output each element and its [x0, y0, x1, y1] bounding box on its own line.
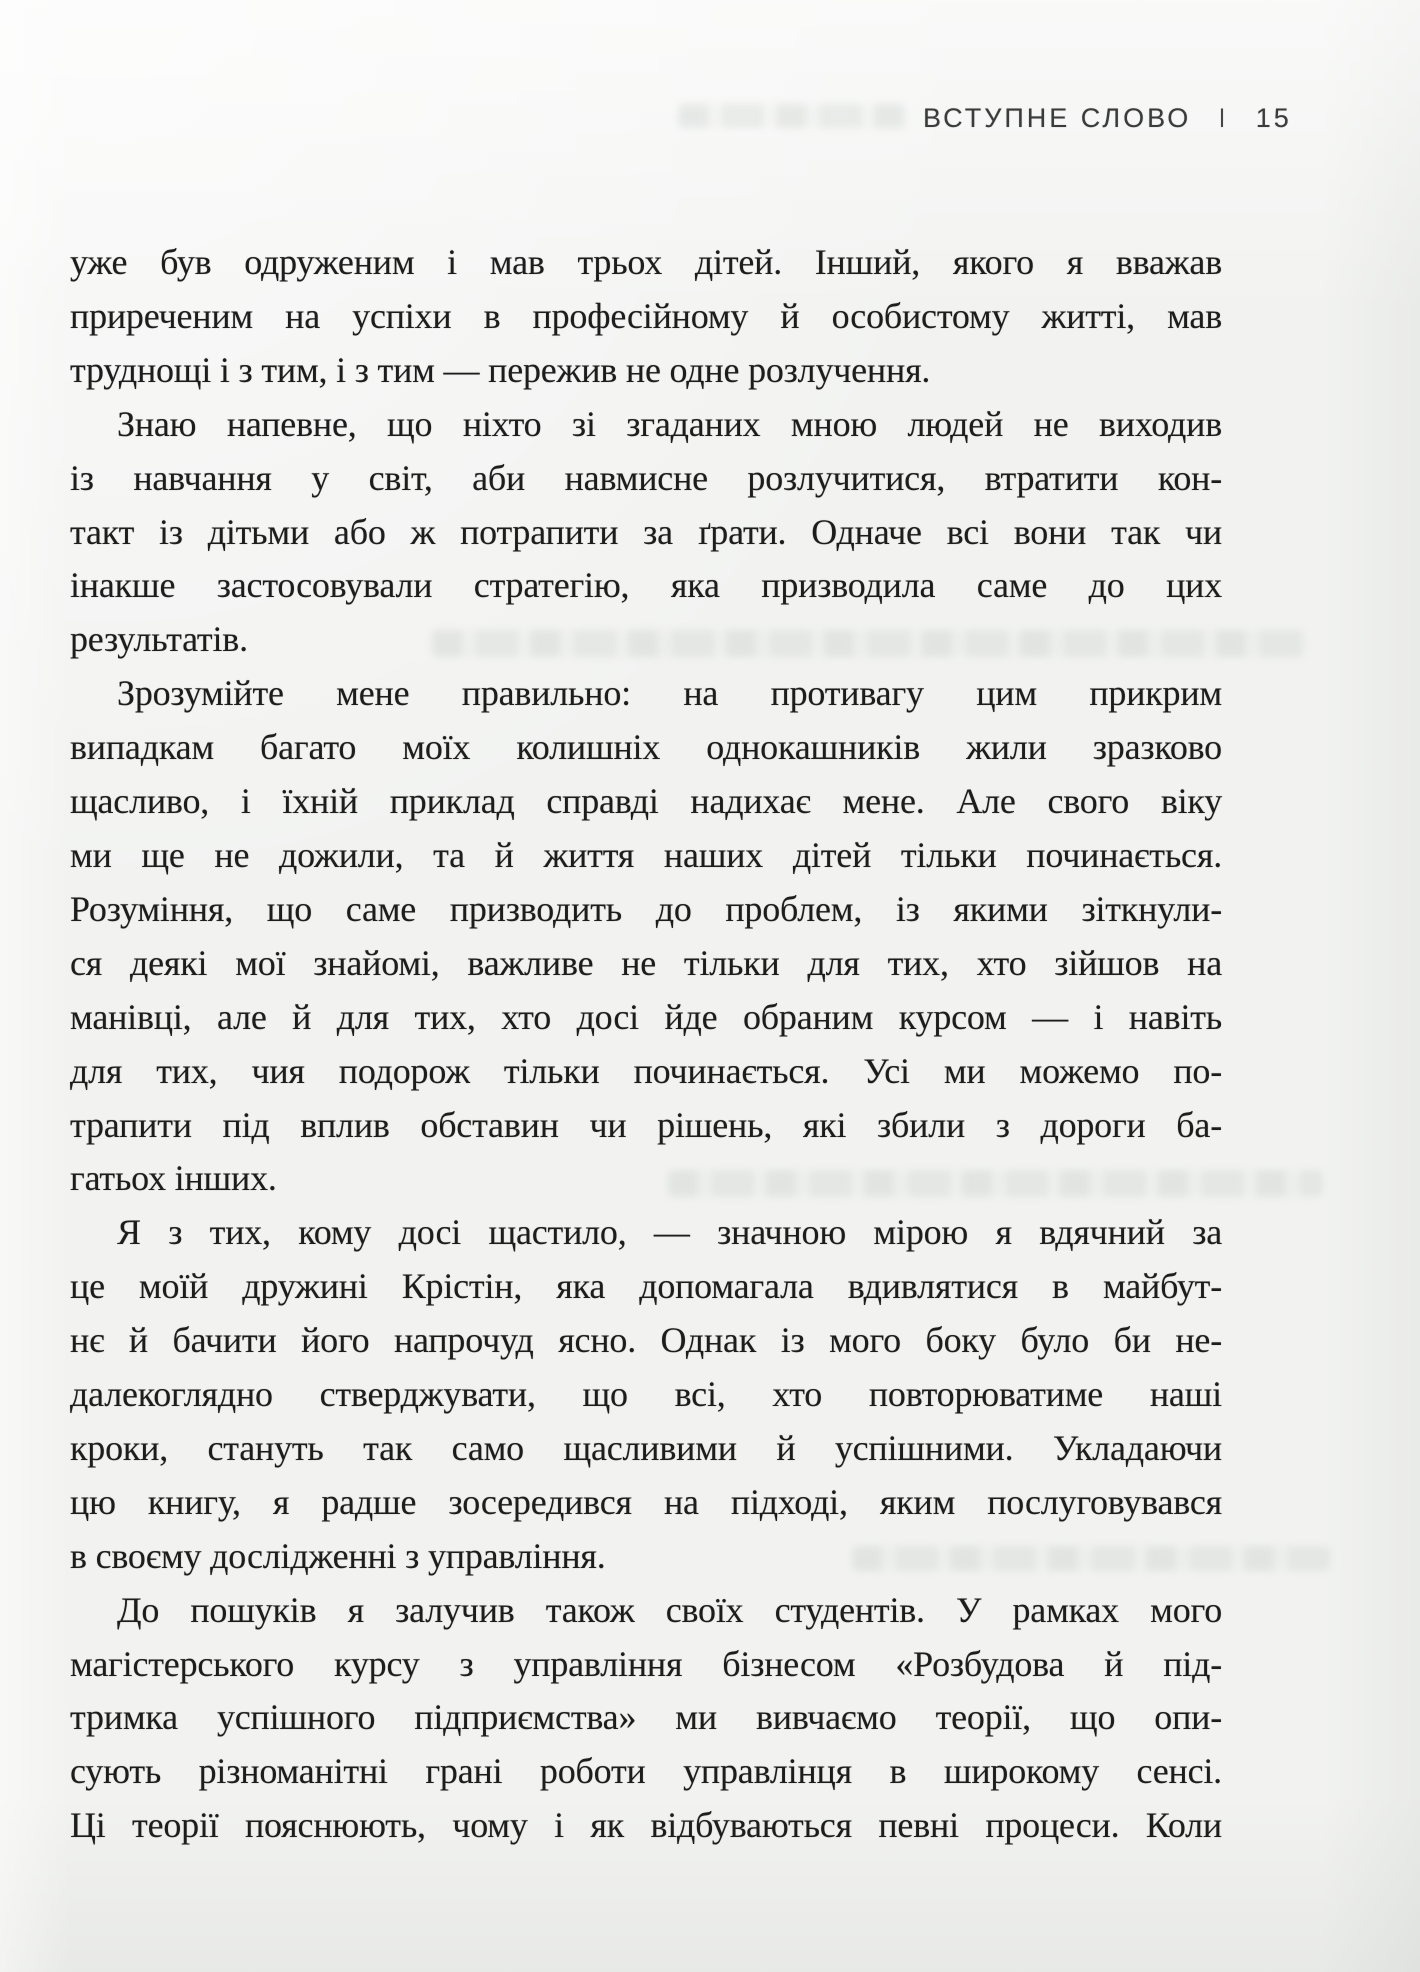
text-line: уже був одруженим і мав трьох дітей. Інший, якого я вважав: [70, 242, 1222, 282]
text-line: випадкам багато моїх колишніх однокашників жили зразково: [70, 727, 1222, 768]
text-line: труднощі і з тим, і з тим — пережив не одне розлучення.: [70, 349, 931, 390]
text-line: Ці теорії пояснюють, чому і як відбуваються певні процеси. Коли: [70, 1805, 1222, 1846]
paragraph: [70, 1584, 1222, 1854]
text-line: сують різноманітні грані роботи управлінця в широкому сенсі.: [70, 1751, 1222, 1792]
text-line: приреченим на успіхи в професійному й особистому житті, мав: [70, 295, 1222, 336]
header-page-number: 15: [1255, 103, 1292, 133]
paragraph: [70, 236, 1222, 398]
paragraph: [70, 1206, 1222, 1583]
text-line: нє й бачити його напрочуд ясно. Однак із мого боку було би не-: [70, 1320, 1222, 1361]
text-line: в своєму дослідженні з управління.: [70, 1535, 606, 1576]
text-line: манівці, але й для тих, хто досі йде обраним курсом — і навіть: [70, 996, 1222, 1037]
text-line: ся деякі мої знайомі, важливе не тільки для тих, хто зійшов на: [70, 942, 1222, 983]
text-line: для тих, чия подорож тільки починається. Усі ми можемо по-: [70, 1050, 1222, 1091]
text-line: магістерського курсу з управління бізнесом «Розбудова й під-: [70, 1643, 1222, 1684]
text-line: До пошуків я залучив також своїх студентів. У рамках мого: [117, 1589, 1222, 1630]
text-line: Розуміння, що саме призводить до проблем, із якими зіткнули-: [70, 888, 1222, 929]
text-line: цю книгу, я радше зосередився на підході, яким послуговувався: [70, 1481, 1222, 1522]
running-header: [923, 103, 1292, 133]
text-line: ми ще не дожили, та й життя наших дітей тільки починається.: [70, 834, 1222, 875]
ink-bleedthrough: [678, 104, 906, 128]
text-line: кроки, стануть так само щасливими й успішними. Укладаючи: [70, 1427, 1222, 1468]
paragraph: [70, 667, 1222, 1206]
text-line: результатів.: [70, 619, 248, 660]
text-line: такт із дітьми або ж потрапити за ґрати. Одначе всі вони так чи: [70, 511, 1222, 552]
text-line: Я з тих, кому досі щастило, — значною мірою я вдячний за: [117, 1212, 1222, 1253]
text-line: гатьох інших.: [70, 1158, 277, 1199]
text-line: далекоглядно стверджувати, що всі, хто повторюватиме наші: [70, 1374, 1222, 1415]
paragraph: [70, 398, 1222, 668]
text-line: інакше застосовували стратегію, яка призводила саме до цих: [70, 565, 1222, 606]
header-section-title: ВСТУПНЕ СЛОВО: [923, 103, 1192, 133]
text-line: щасливо, і їхній приклад справді надихає мене. Але свого віку: [70, 781, 1222, 822]
text-line: із навчання у світ, аби навмисне розлучитися, втратити кон-: [70, 457, 1222, 498]
header-separator: І: [1219, 103, 1228, 133]
text-line: Знаю напевне, що ніхто зі згаданих мною людей не виходив: [117, 403, 1222, 444]
body-text: [70, 236, 1222, 1853]
text-line: Зрозумійте мене правильно: на противагу цим прикрим: [117, 673, 1222, 714]
text-line: трапити під вплив обставин чи рішень, які збили з дороги ба-: [70, 1104, 1222, 1145]
text-line: тримка успішного підприємства» ми вивчаємо теорії, що опи-: [70, 1697, 1222, 1738]
text-line: це моїй дружині Крістін, яка допомагала вдивлятися в майбут-: [70, 1266, 1222, 1307]
